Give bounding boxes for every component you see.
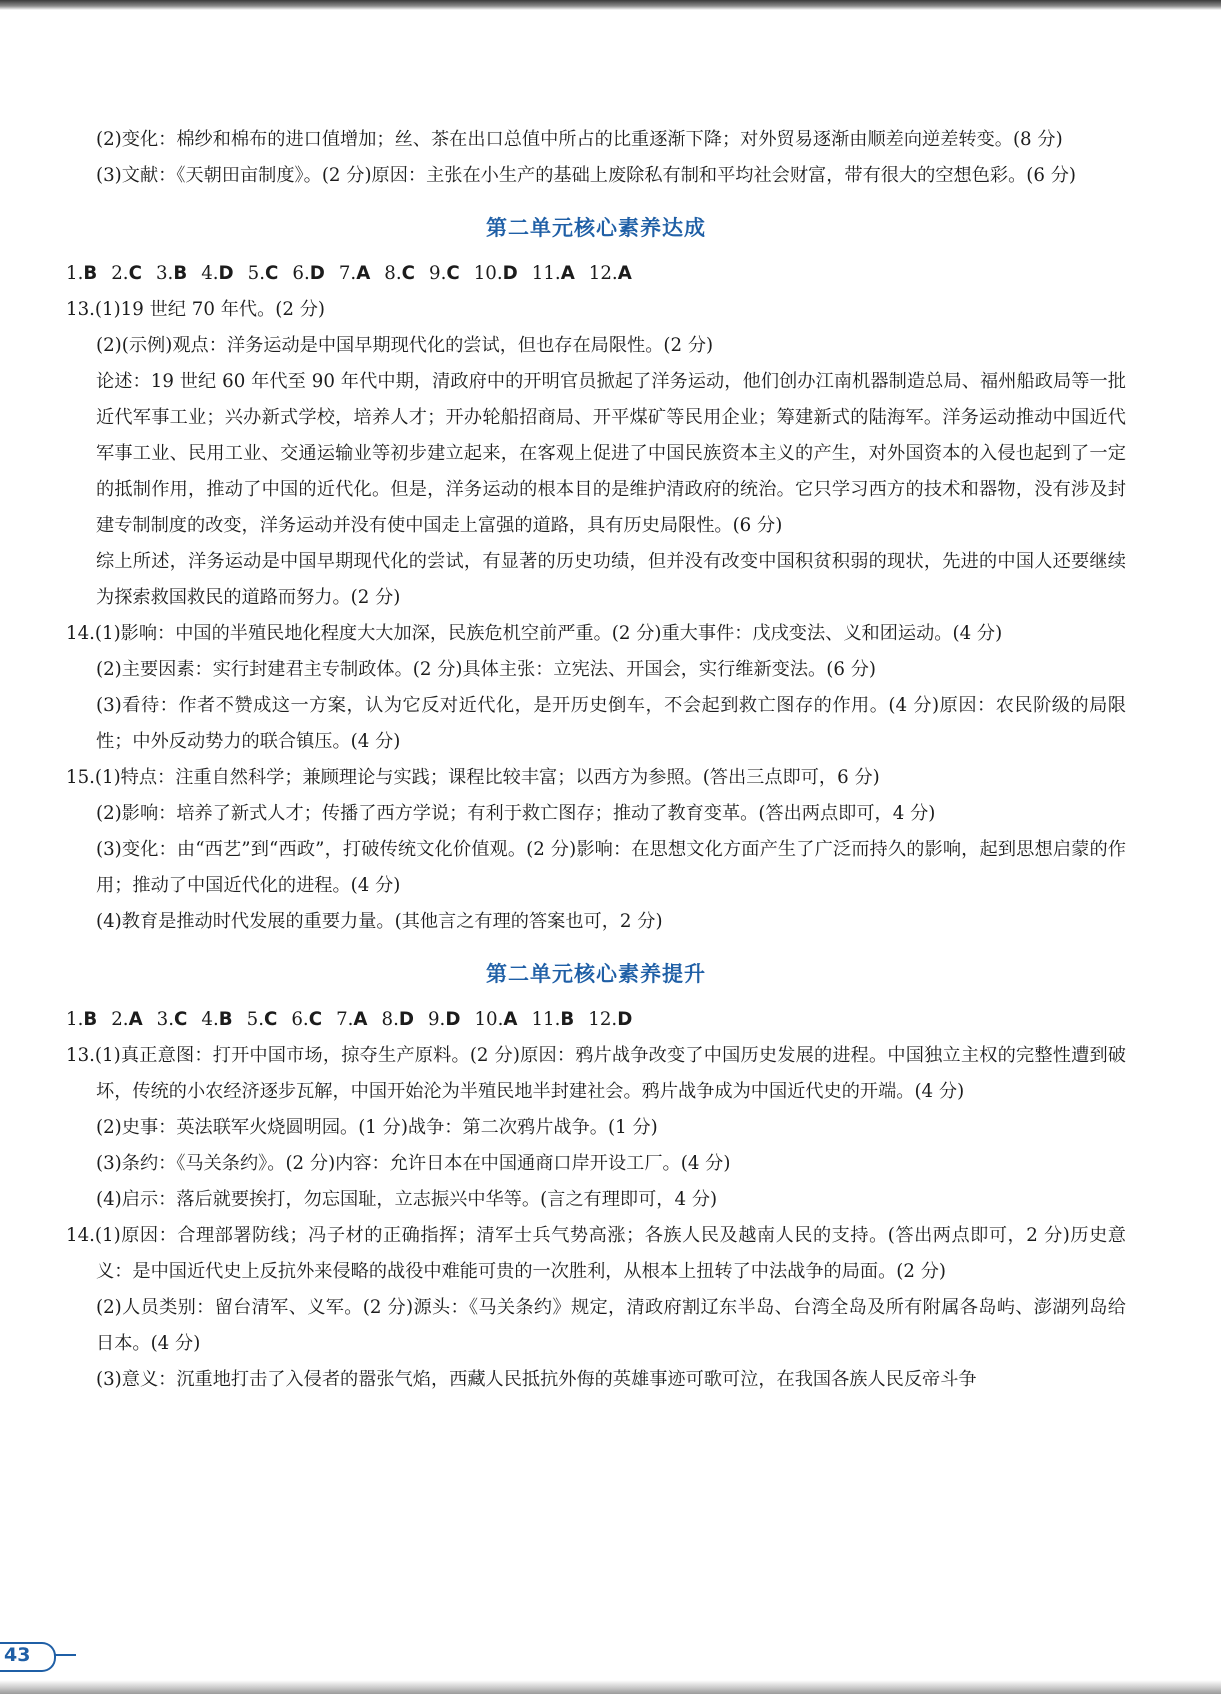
mcq-answer: D [445,1009,461,1030]
answer-paragraph: (2)变化：棉纱和棉布的进口值增加；丝、茶在出口总值中所占的比重逐渐下降；对外贸易逐渐由顺差向逆差转变。(8 分) [96,129,1063,150]
answer-paragraph: (2)史事：英法联军火烧圆明园。(1 分)战争：第二次鸦片战争。(1 分) [96,1117,658,1138]
mcq-number: 10. [474,1009,504,1030]
mcq-number: 6. [291,1009,309,1030]
mcq-answer: C [263,1009,278,1030]
mcq-number: 12. [588,263,618,284]
mcq-number: 5. [247,263,266,284]
answer-paragraph: (3)条约：《马关条约》。(2 分)内容：允许日本在中国通商口岸开设工厂。(4 分) [96,1153,731,1174]
answer-paragraph: (4)教育是推动时代发展的重要力量。(其他言之有理的答案也可，2 分) [96,911,663,932]
scan-bottom-edge [0,1680,1221,1694]
answer-paragraph: (3)变化：由“西艺”到“西政”，打破传统文化价值观。(2 分)影响：在思想文化方面产生了广泛而持久的影响，起到思想启蒙的作用；推动了中国近代化的进程。(4 分) [96,839,1126,896]
answer-paragraph: 14.(1)原因：合理部署防线；冯子材的正确指挥；清军士兵气势高涨；各族人民及越南人民的支持。(答出两点即可，2 分)历史意义：是中国近代史上反抗外来侵略的战役中难能可贵的一次胜利，从根本上扭转了中法战争的局面。(2 分) [66,1225,1126,1282]
answer-paragraph: (3)文献：《天朝田亩制度》。(2 分)原因：主张在小生产的基础上废除私有制和平均社会财富，带有很大的空想色彩。(6 分) [96,165,1077,186]
mcq-answer: D [218,263,234,284]
scan-top-edge [0,0,1221,10]
section-title: 第二单元核心素养达成 [486,216,706,240]
mcq-answer: D [398,1009,414,1030]
mcq-answer: C [265,263,279,284]
mcq-number: 1. [66,263,84,284]
page-number-ornament-tail [54,1654,76,1656]
mcq-answer: A [617,263,632,284]
answer-paragraph: 14.(1)影响：中国的半殖民地化程度大大加深，民族危机空前严重。(2 分)重大事件：戊戌变法、义和团运动。(4 分) [66,623,1003,644]
mcq-number: 9. [427,1009,446,1030]
answer-paragraph: 综上所述，洋务运动是中国早期现代化的尝试，有显著的历史功绩，但并没有改变中国积贫积弱的现状，先进的中国人还要继续为探索救国救民的道路而努力。(2 分) [96,551,1126,608]
answer-paragraph: (2)(示例)观点：洋务运动是中国早期现代化的尝试，但也存在局限性。(2 分) [96,335,714,356]
answer-paragraph: (3)意义：沉重地打击了入侵者的嚣张气焰，西藏人民抵抗外侮的英雄事迹可歌可泣，在我国各族人民反帝斗争 [96,1369,977,1390]
page-number [0,1640,90,1670]
mcq-number: 7. [338,263,357,284]
mcq-answer: C [401,263,415,284]
answer-paragraph: (2)影响：培养了新式人才；传播了西方学说；有利于救亡图存；推动了教育变革。(答出两点即可，4 分) [96,803,936,824]
mcq-number: 4. [201,1009,219,1030]
mcq-answer: A [353,1009,368,1030]
mcq-number: 8. [381,1009,399,1030]
mcq-answer: A [503,1009,518,1030]
mcq-number: 7. [336,1009,354,1030]
answer-paragraph: (3)看待：作者不赞成这一方案，认为它反对近代化，是开历史倒车，不会起到救亡图存的作用。(4 分)原因：农民阶级的局限性；中外反动势力的联合镇压。(4 分) [96,695,1126,752]
section-title: 第二单元核心素养提升 [486,962,706,986]
mcq-answer: A [356,263,371,284]
answer-paragraph: 13.(1)19 世纪 70 年代。(2 分) [66,299,325,320]
mcq-number: 11. [531,263,561,284]
answer-paragraph: (2)人员类别：留台清军、义军。(2 分)源头：《马关条约》规定，清政府割辽东半岛、台湾全岛及所有附属各岛屿、澎湖列岛给日本。(4 分) [96,1297,1126,1354]
mcq-answer: B [83,263,98,284]
mcq-answer: A [128,1009,143,1030]
mcq-number: 1. [66,1009,84,1030]
mcq-answer: C [446,263,460,284]
mcq-answer: B [83,1009,98,1030]
mcq-answer: C [128,263,142,284]
mcq-number: 3. [155,263,174,284]
mcq-answer: B [218,1009,233,1030]
answer-paragraph: (4)启示：落后就要挨打，勿忘国耻，立志振兴中华等。(言之有理即可，4 分) [96,1189,718,1210]
mcq-answers [66,256,1126,292]
mcq-number: 9. [429,263,447,284]
mcq-answer: D [502,263,518,284]
mcq-number: 10. [473,263,503,284]
mcq-answer: C [174,1009,188,1030]
mcq-answer: D [617,1009,633,1030]
mcq-number: 11. [531,1009,561,1030]
mcq-number: 5. [246,1009,264,1030]
mcq-answer: C [308,1009,323,1030]
mcq-number: 2. [111,1009,129,1030]
answer-page [66,122,1126,1398]
mcq-number: 4. [201,263,219,284]
mcq-number: 6. [292,263,310,284]
mcq-number: 8. [384,263,402,284]
mcq-answers [66,1002,1126,1038]
answer-paragraph: 13.(1)真正意图：打开中国市场，掠夺生产原料。(2 分)原因：鸦片战争改变了中国历史发展的进程。中国独立主权的完整性遭到破坏，传统的小农经济逐步瓦解，中国开始沦为半殖民地半封建社会。鸦片战争成为中国近代史的开端。(4 分) [66,1045,1126,1102]
answer-paragraph: 论述：19 世纪 60 年代至 90 年代中期，清政府中的开明官员掀起了洋务运动，他们创办江南机器制造总局、福州船政局等一批近代军事工业；兴办新式学校，培养人才；开办轮船招商局、开平煤矿等民用企业；筹建新式的陆海军。洋务运动推动中国近代军事工业、民用工业、交通运输业等初步建立起来，在客观上促进了中国民族资本主义的产生，对外国资本的入侵也起到了一定的抵制作用，推动了中国的近代化。但是，洋务运动的根本目的是维护清政府的统治。它只学习西方的技术和器物，没有涉及封建专制制度的改变，洋务运动并没有使中国走上富强的道路，具有历史局限性。(6 分) [96,371,1126,536]
mcq-answer: B [560,1009,575,1030]
mcq-answer: B [173,263,188,284]
mcq-answer: A [560,263,575,284]
answer-paragraph: (2)主要因素：实行封建君主专制政体。(2 分)具体主张：立宪法、开国会，实行维新变法。(6 分) [96,659,876,680]
mcq-answer: D [309,263,325,284]
answer-paragraph: 15.(1)特点：注重自然科学；兼顾理论与实践；课程比较丰富；以西方为参照。(答出三点即可，6 分) [66,767,880,788]
mcq-number: 3. [156,1009,175,1030]
mcq-number: 12. [588,1009,618,1030]
page-number-text: 43 [4,1644,31,1666]
mcq-number: 2. [111,263,129,284]
